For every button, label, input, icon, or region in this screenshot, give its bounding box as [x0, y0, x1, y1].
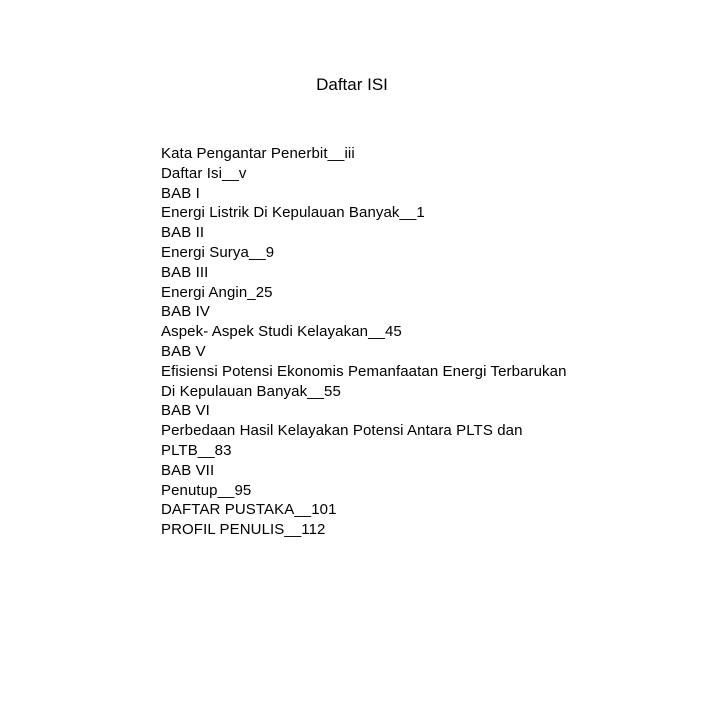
- table-of-contents: [161, 144, 567, 540]
- toc-entry: Energi Surya__9: [161, 243, 275, 261]
- toc-entry: DAFTAR PUSTAKA__101: [161, 501, 337, 519]
- toc-entry: Efisiensi Potensi Ekonomis Pemanfaatan Energi Terbarukan: [161, 362, 567, 380]
- toc-entry: PLTB__83: [161, 441, 232, 459]
- toc-entry: Perbedaan Hasil Kelayakan Potensi Antara PLTS dan: [161, 422, 523, 440]
- toc-entry: Di Kepulauan Banyak__55: [161, 382, 341, 400]
- toc-entry: BAB VII: [161, 461, 215, 479]
- toc-entry: BAB III: [161, 263, 209, 281]
- toc-entry: Energi Listrik Di Kepulauan Banyak__1: [161, 204, 425, 222]
- toc-entry: Daftar Isi__v: [161, 164, 247, 182]
- toc-entry: Aspek- Aspek Studi Kelayakan__45: [161, 323, 402, 341]
- toc-entry: BAB II: [161, 224, 205, 242]
- toc-entry: Penutup__95: [161, 481, 252, 499]
- toc-entry: PROFIL PENULIS__112: [161, 521, 326, 539]
- toc-entry: Kata Pengantar Penerbit__iii: [161, 145, 355, 162]
- toc-entry: Energi Angin_25: [161, 283, 273, 301]
- page-title: Daftar ISI: [316, 75, 388, 94]
- toc-entry: BAB IV: [161, 303, 210, 321]
- toc-entry: BAB VI: [161, 402, 210, 420]
- toc-entry: BAB I: [161, 184, 200, 202]
- toc-entry: BAB V: [161, 342, 206, 360]
